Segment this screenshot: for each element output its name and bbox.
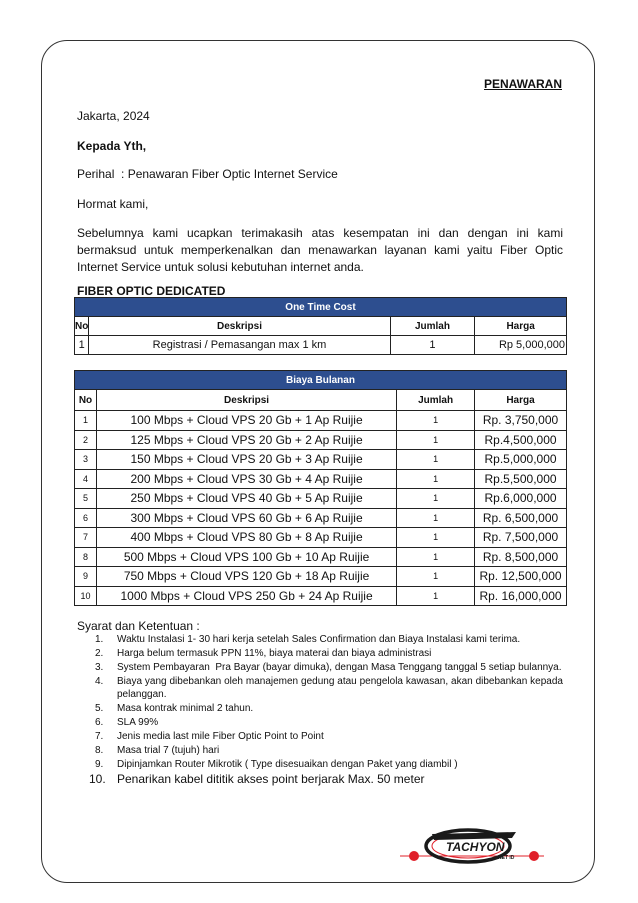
- row-no: 4: [75, 469, 97, 489]
- recipient: Kepada Yth,: [77, 139, 147, 153]
- column-header-price: Harga: [475, 390, 567, 411]
- table-row: [75, 508, 567, 528]
- list-item: [95, 744, 563, 757]
- row-price: Rp 5,000,000: [475, 336, 567, 355]
- row-description: 200 Mbps + Cloud VPS 30 Gb + 4 Ap Ruijie: [96, 469, 396, 489]
- column-header-no: No: [75, 317, 89, 336]
- row-quantity: 1: [397, 586, 475, 606]
- term-number: 8.: [95, 745, 104, 757]
- term-text: SLA 99%: [117, 717, 159, 729]
- document-title: PENAWARAN: [483, 77, 562, 91]
- table-row: [75, 547, 567, 567]
- term-text: Masa trial 7 (tujuh) hari: [117, 745, 220, 757]
- table-row: [75, 489, 567, 509]
- monthly-cost-header: Biaya Bulanan: [75, 371, 567, 390]
- term-text: Dipinjamkan Router Mikrotik ( Type disesuaikan dengan Paket yang diambil ): [117, 759, 458, 771]
- row-quantity: 1: [397, 469, 475, 489]
- term-number: 2.: [95, 648, 104, 659]
- table-row: [75, 528, 567, 548]
- term-number: 6.: [95, 717, 104, 729]
- row-price: Rp. 16,000,000: [475, 586, 567, 606]
- row-description: 300 Mbps + Cloud VPS 60 Gb + 6 Ap Ruijie: [96, 508, 396, 528]
- row-description: 500 Mbps + Cloud VPS 100 Gb + 10 Ap Ruijie: [96, 547, 396, 567]
- column-header-description: Deskripsi: [89, 317, 390, 336]
- row-no: 1: [75, 336, 89, 355]
- row-no: 2: [75, 430, 97, 450]
- list-item: [95, 758, 563, 771]
- greeting: Hormat kami,: [77, 197, 149, 211]
- row-no: 8: [75, 547, 97, 567]
- list-item: [95, 675, 563, 702]
- date-line: Jakarta, 2024: [77, 109, 150, 123]
- table-row: [75, 586, 567, 606]
- list-item: [95, 647, 563, 660]
- row-no: 3: [75, 450, 97, 470]
- one-time-cost-table: [74, 297, 567, 355]
- tachyon-logo-icon: [398, 826, 546, 868]
- row-no: 5: [75, 489, 97, 509]
- row-quantity: 1: [397, 430, 475, 450]
- one-time-cost-header: One Time Cost: [75, 298, 567, 317]
- row-no: 10: [75, 586, 97, 606]
- list-item: [95, 716, 563, 729]
- list-item: [95, 702, 563, 715]
- row-description: Registrasi / Pemasangan max 1 km: [89, 336, 390, 355]
- term-number: 9.: [95, 759, 104, 771]
- row-description: 250 Mbps + Cloud VPS 40 Gb + 5 Ap Ruijie: [96, 489, 396, 509]
- row-description: 100 Mbps + Cloud VPS 20 Gb + 1 Ap Ruijie: [96, 411, 396, 431]
- row-price: Rp. 12,500,000: [475, 567, 567, 587]
- logo-subtext: NET ID: [498, 855, 515, 861]
- term-number: 7.: [95, 731, 104, 743]
- terms-heading: Syarat dan Ketentuan :: [77, 619, 200, 633]
- term-text: System Pembayaran Pra Bayar (bayar dimuka), dengan Masa Tenggang tanggal 5 setiap bulannya.: [117, 662, 562, 673]
- list-item: [95, 633, 563, 646]
- row-description: 750 Mbps + Cloud VPS 120 Gb + 18 Ap Ruijie: [96, 567, 396, 587]
- term-text: Harga belum termasuk PPN 11%, biaya materai dan biaya administrasi: [117, 648, 432, 659]
- term-number: 10.: [89, 772, 106, 787]
- column-header-price: Harga: [475, 317, 567, 336]
- term-number: 3.: [95, 662, 104, 673]
- column-header-quantity: Jumlah: [390, 317, 475, 336]
- row-no: 9: [75, 567, 97, 587]
- row-price: Rp. 6,500,000: [475, 508, 567, 528]
- row-quantity: 1: [397, 508, 475, 528]
- monthly-cost-table: [74, 370, 567, 606]
- term-number: 4.: [95, 676, 104, 687]
- row-no: 1: [75, 411, 97, 431]
- list-item: [95, 730, 563, 743]
- intro-paragraph: Sebelumnya kami ucapkan terimakasih atas kesempatan ini dan dengan ini kami bermaksud untuk memperkenalkan dan menawarkan layanan kami yaitu Fiber Optic Internet Service untuk solusi kebutuhan internet anda.: [77, 226, 563, 274]
- subject-line: Perihal : Penawaran Fiber Optic Internet Service: [77, 167, 338, 181]
- row-quantity: 1: [390, 336, 475, 355]
- row-quantity: 1: [397, 528, 475, 548]
- term-text: Waktu Instalasi 1- 30 hari kerja setelah Sales Confirmation dan Biaya Instalasi kami terima.: [117, 634, 521, 645]
- row-price: Rp.5,000,000: [475, 450, 567, 470]
- row-quantity: 1: [397, 567, 475, 587]
- row-price: Rp.5,500,000: [475, 469, 567, 489]
- table-row: [75, 336, 567, 355]
- term-number: 5.: [95, 703, 104, 715]
- row-description: 1000 Mbps + Cloud VPS 250 Gb + 24 Ap Ruijie: [96, 586, 396, 606]
- column-header-description: Deskripsi: [96, 390, 396, 411]
- term-number: 1.: [95, 634, 104, 645]
- row-price: Rp. 3,750,000: [475, 411, 567, 431]
- table-row: [75, 411, 567, 431]
- table-row: [75, 567, 567, 587]
- row-quantity: 1: [397, 489, 475, 509]
- column-header-no: No: [75, 390, 97, 411]
- row-no: 7: [75, 528, 97, 548]
- section-title: FIBER OPTIC DEDICATED: [77, 284, 226, 298]
- row-price: Rp.4,500,000: [475, 430, 567, 450]
- term-text: Penarikan kabel dititik akses point berjarak Max. 50 meter: [117, 772, 425, 787]
- row-no: 6: [75, 508, 97, 528]
- row-price: Rp. 7,500,000: [475, 528, 567, 548]
- row-price: Rp.6,000,000: [475, 489, 567, 509]
- row-description: 125 Mbps + Cloud VPS 20 Gb + 2 Ap Ruijie: [96, 430, 396, 450]
- row-quantity: 1: [397, 547, 475, 567]
- table-row: [75, 430, 567, 450]
- table-row: [75, 450, 567, 470]
- list-item: [89, 772, 563, 787]
- column-header-quantity: Jumlah: [397, 390, 475, 411]
- row-quantity: 1: [397, 450, 475, 470]
- table-row: [75, 469, 567, 489]
- terms-list: [89, 633, 563, 788]
- row-quantity: 1: [397, 411, 475, 431]
- term-text: Biaya yang dibebankan oleh manajemen gedung atau pengelola kawasan, akan dibebankan kepada pelanggan.: [117, 676, 563, 701]
- term-text: Masa kontrak minimal 2 tahun.: [117, 703, 254, 715]
- logo-wordmark: TACHYON: [446, 840, 505, 854]
- list-item: [95, 661, 563, 674]
- row-description: 150 Mbps + Cloud VPS 20 Gb + 3 Ap Ruijie: [96, 450, 396, 470]
- row-price: Rp. 8,500,000: [475, 547, 567, 567]
- term-text: Jenis media last mile Fiber Optic Point to Point: [117, 731, 324, 743]
- row-description: 400 Mbps + Cloud VPS 80 Gb + 8 Ap Ruijie: [96, 528, 396, 548]
